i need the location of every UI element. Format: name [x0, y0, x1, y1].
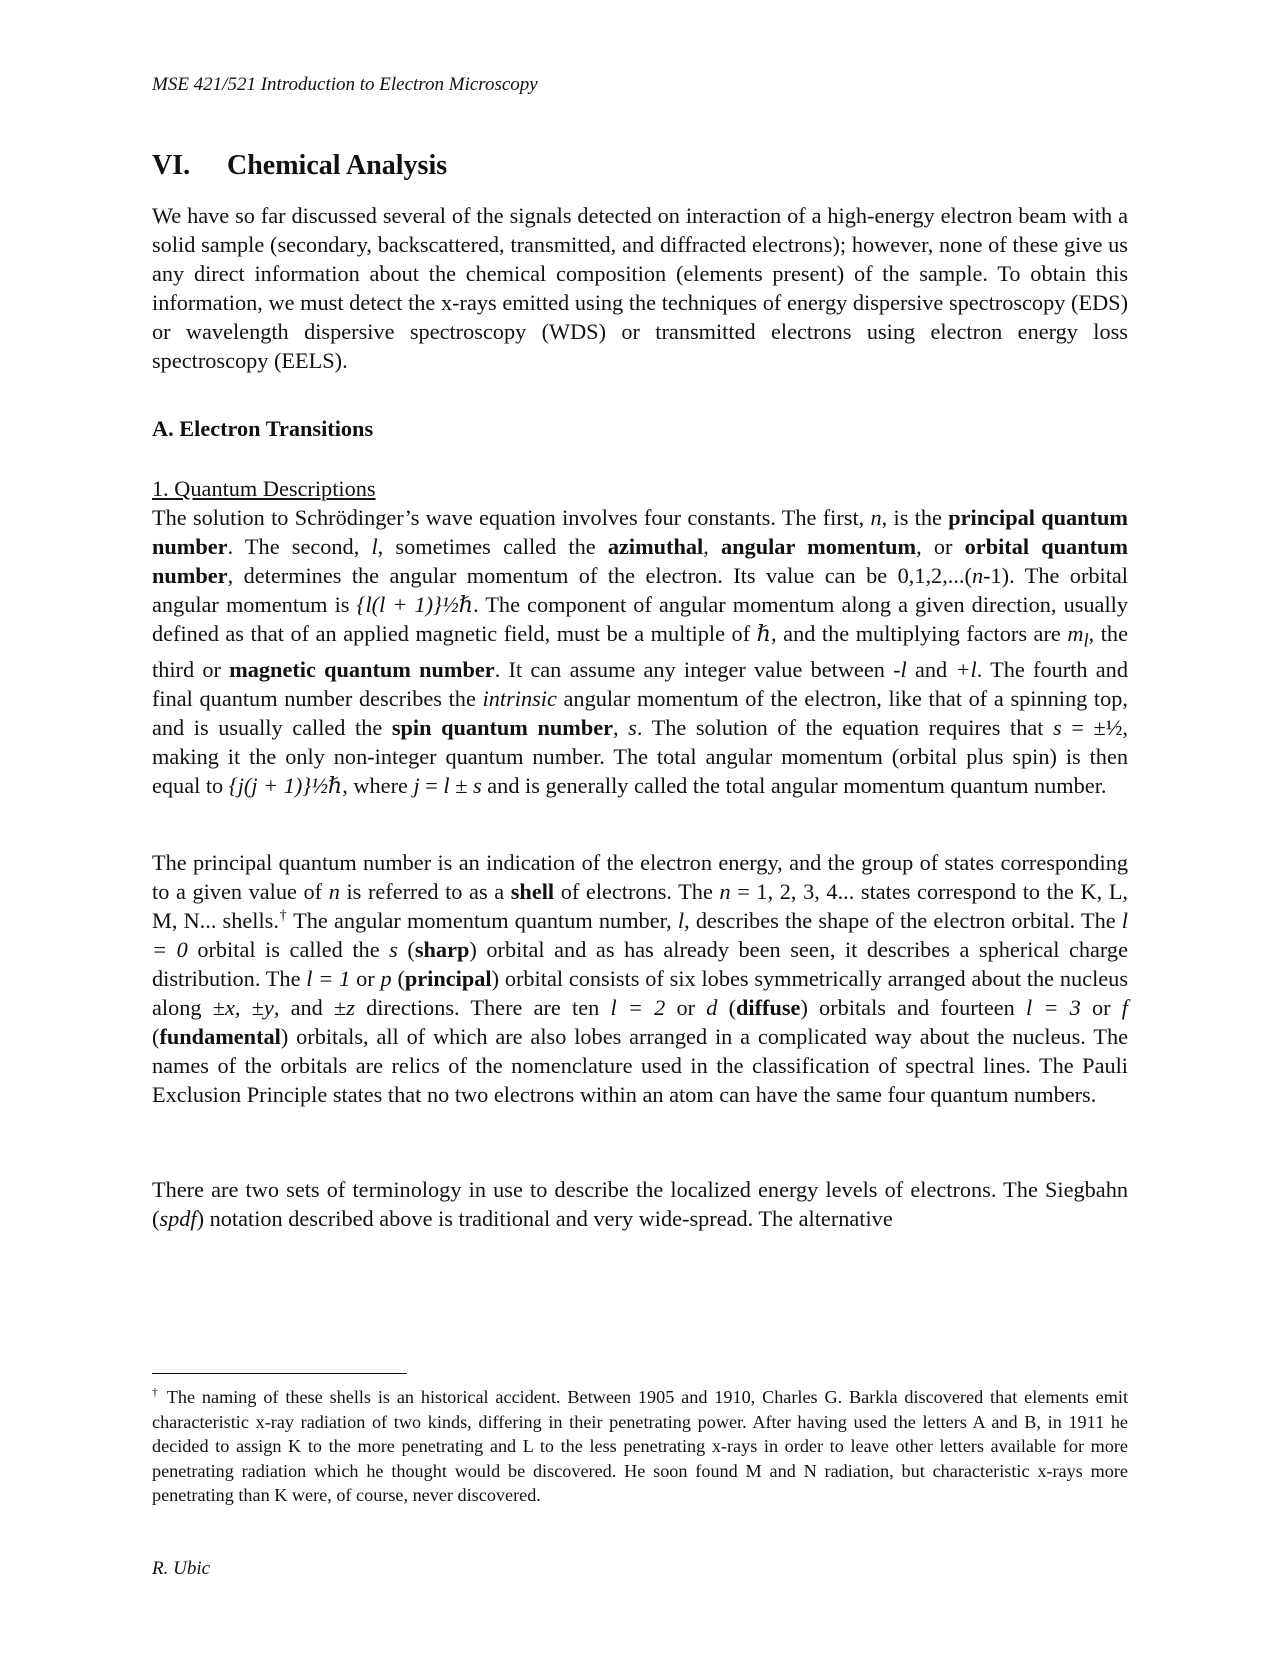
hbar-symbol: ℏ	[756, 621, 772, 646]
term-shell: shell	[510, 879, 555, 904]
footer-author: R. Ubic	[152, 1558, 211, 1579]
shells-paragraph: The principal quantum number is an indication of the electron energy, and the group of states corresponding to a given value of n is referred to as a shell of electrons. The n = 1, 2, 3, 4... states correspond to the K, L, M, N... shells.† The angular momentum quantum number, l, describes the shape of the electron orbital. The l = 0 orbital is called the s (sharp) orbital and as has already been seen, it describes a spherical charge distribution. The l = 1 or p (principal) orbital consists of six lobes symmetrically arranged about the nucleus along ±x, ±y, and ±z directions. There are ten l = 2 or d (diffuse) orbitals and fourteen l = 3 or f (fundamental) orbitals, all of which are also lobes arranged in a complicated way about the nucleus. The names of the orbitals are relics of the nomenclature used in the classification of spectral lines. The Pauli Exclusion Principle states that no two electrons within an atom can have the same four quantum numbers.	[152, 850, 1129, 1107]
section-heading: A. Electron Transitions	[152, 416, 374, 441]
chapter-title-text: Chemical Analysis	[227, 150, 448, 181]
term-angular-momentum: angular momentum	[721, 534, 917, 559]
term-fundamental: fundamental	[159, 1024, 281, 1049]
orbital-momentum-formula: {l(l + 1)}½ℏ	[356, 592, 474, 617]
term-magnetic-quantum-number: magnetic quantum number	[229, 657, 495, 683]
chapter-number: VI.	[152, 150, 191, 181]
term-azimuthal: azimuthal	[607, 534, 704, 559]
footnote-reference: †	[278, 907, 288, 924]
footnote-divider	[152, 1373, 407, 1374]
term-spin-quantum-number: spin quantum number	[391, 715, 614, 741]
chapter-title	[152, 150, 447, 182]
quantum-descriptions-paragraph: 1. Quantum Descriptions The solution to Schrödinger’s wave equation involves four constants. The first, n, is the principal quantum number. The second, l, sometimes called the azimuthal, angular momentum, or orbital quantum number, determines the angular momentum of the electron. Its value can be 0,1,2,...(n-1). The orbital angular momentum is {l(l + 1)}½ℏ. The component of angular momentum along a given direction, usually defined as that of an applied magnetic field, must be a multiple of ℏ, and the multiplying factors are $m_l$, the third or magnetic quantum number. It can assume any integer value between -l and +l. The fourth and final quantum number describes the intrinsic angular momentum of the electron, like that of a spinning top, and is usually called the spin quantum number, s. The solution of the equation requires that s = ±½, making it the only non-integer quantum number. The total angular momentum (orbital plus spin) is then equal to {j(j + 1)}½ℏ, where j = l ± s and is generally called the total angular momentum quantum number.	[152, 476, 1129, 799]
subsection-heading: 1. Quantum Descriptions	[152, 476, 376, 501]
term-principal: principal	[404, 966, 492, 991]
running-header: MSE 421/521 Introduction to Electron Microscopy	[152, 74, 538, 95]
total-momentum-formula: {j(j + 1)}½ℏ	[228, 773, 343, 799]
term-sharp: sharp	[414, 937, 470, 962]
footnote	[152, 1385, 1128, 1508]
footnote-text: The naming of these shells is an historical accident. Between 1905 and 1910, Charles G. Barkla discovered that elements emit characteristic x-ray radiation of two kinds, differing in their penetrating power. After having used the letters A and B, in 1911 he decided to assign K to the more penetrating and L to the less penetrating x-rays in order to leave other letters available for more penetrating radiation which he thought would be discovered. He soon found M and N radiation, but characteristic x-rays more penetrating than K were, of course, never discovered.	[152, 1387, 1128, 1505]
terminology-paragraph: There are two sets of terminology in use to describe the localized energy levels of electrons. The Siegbahn (spdf) notation described above is traditional and very wide-spread. The alternative	[152, 1177, 1128, 1231]
footnote-mark: †	[152, 1384, 161, 1399]
term-diffuse: diffuse	[736, 995, 801, 1020]
term-principal-quantum-number: principal quantum number	[152, 505, 1128, 559]
intro-paragraph: We have so far discussed several of the signals detected on interaction of a high-energy electron beam with a solid sample (secondary, backscattered, transmitted, and diffracted electrons); however, none of these give us any direct information about the chemical composition (elements present) of the sample. To obtain this information, we must detect the x-rays emitted using the techniques of energy dispersive spectroscopy (EDS) or wavelength dispersive spectroscopy (WDS) or transmitted electrons using electron energy loss spectroscopy (EELS).	[152, 203, 1128, 373]
term-orbital-quantum-number: orbital quantum number	[152, 534, 1128, 588]
